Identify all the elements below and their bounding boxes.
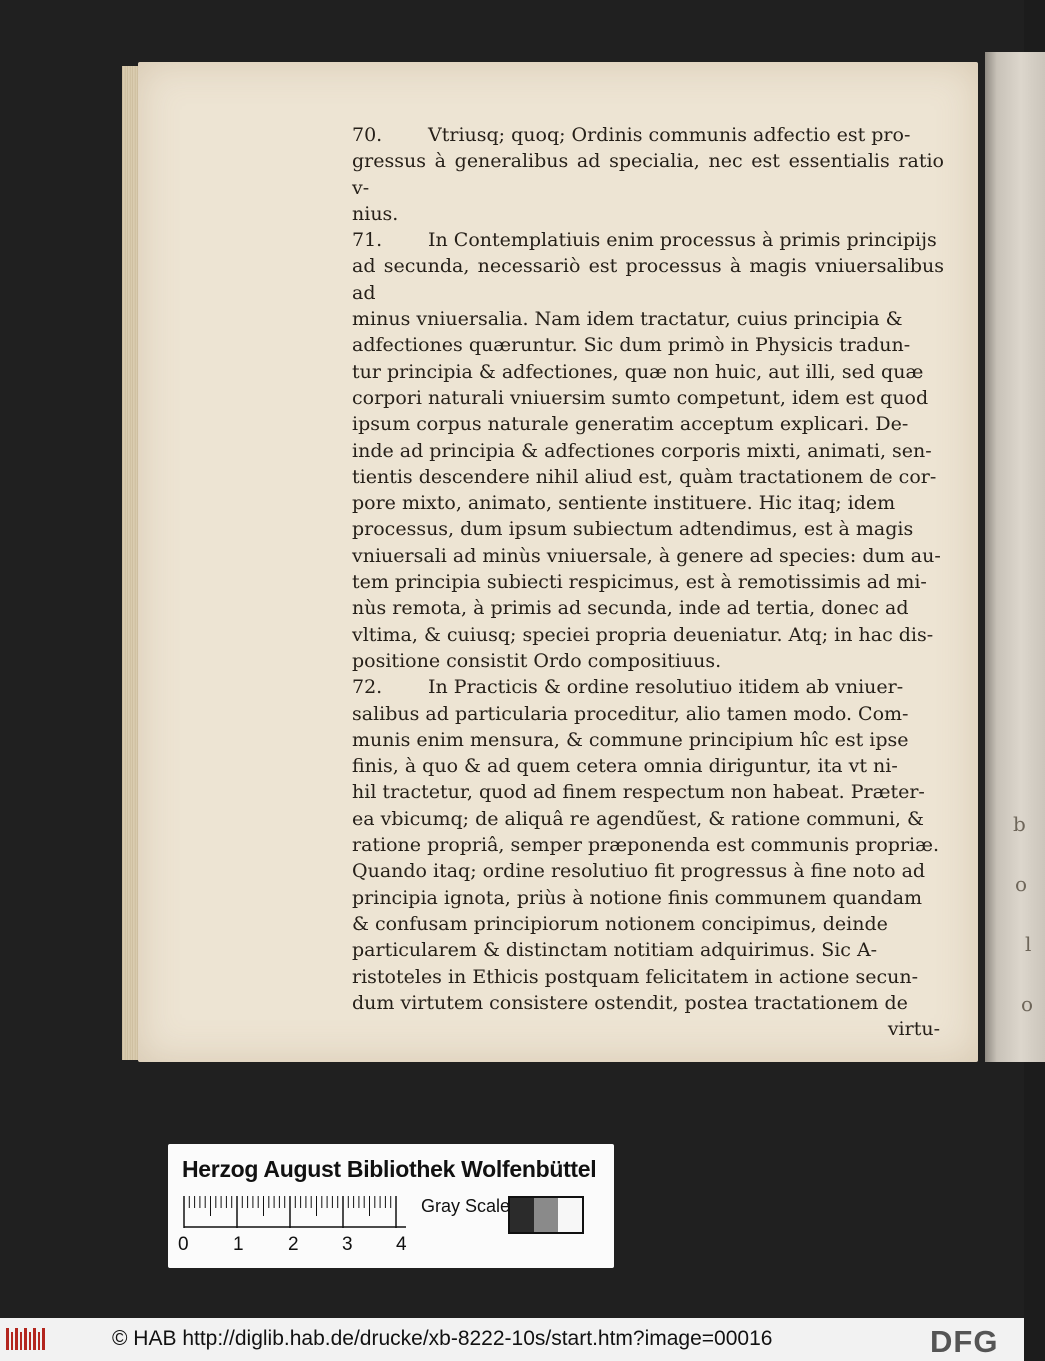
adjacent-page-letter: l: [1025, 932, 1032, 956]
library-name: Herzog August Bibliothek Wolfenbüttel: [182, 1156, 597, 1182]
hab-logo-icon: [6, 1326, 48, 1352]
catchword: virtu-: [887, 1018, 940, 1041]
text-line: 72. In Practicis & ordine resolutiuo itidem ab vniuer-: [352, 676, 903, 698]
page-text: [352, 122, 944, 1042]
gray-swatch-light: [558, 1198, 582, 1232]
text-line: tur principia & adfectiones, quæ non huic, aut illi, sed quæ: [352, 360, 924, 383]
adjacent-page-edge: [985, 52, 1045, 1062]
text-line: vniuersali ad minùs vniuersale, à genere ad species: dum au-: [352, 544, 941, 567]
text-line: principia ignota, priùs à notione finis communem quandam: [352, 886, 923, 909]
text-line: & confusam principiorum notionem concipimus, deinde: [352, 912, 888, 935]
text-line: ipsum corpus naturale generatim acceptum explicari. De-: [352, 413, 909, 436]
text-line: vltima, & cuiusq; speciei propria deueniatur. Atq; in hac dis-: [352, 623, 934, 646]
gray-swatch-dark: [510, 1198, 534, 1232]
gray-swatch-mid: [534, 1198, 558, 1232]
dfg-logo-text: DFG: [930, 1324, 999, 1359]
text-line: dum virtutem consistere ostendit, postea tractationem de: [352, 991, 908, 1014]
ruler-label: 2: [288, 1234, 299, 1255]
text-line: processus, dum ipsum subiectum adtendimus, est à magis: [352, 518, 914, 541]
text-line: ristoteles in Ethicis postquam felicitatem in actione secun-: [352, 965, 918, 988]
text-line: corpori naturali vniuersim sumto competunt, idem est quod: [352, 386, 929, 409]
text-line: hil tractetur, quod ad finem respectum non habeat. Præter-: [352, 781, 925, 804]
text-line: 70. Vtriusq; quoq; Ordinis communis adfectio est pro-: [352, 124, 910, 146]
ruler-scale: [184, 1196, 406, 1228]
text-line: ratione propriâ, semper præponenda est communis propriæ.: [352, 834, 940, 857]
paragraph-number: 70.: [352, 124, 383, 146]
text-line: nùs remota, à primis ad secunda, inde ad tertia, donec ad: [352, 597, 909, 620]
ruler-label: 4: [396, 1234, 407, 1255]
ruler-labels: [178, 1234, 418, 1258]
text-line: particularem & distinctam notitiam adquirimus. Sic A-: [352, 939, 878, 962]
copyright-url: © HAB http://diglib.hab.de/drucke/xb-8222-10s/start.htm?image=00016: [112, 1327, 773, 1350]
dfg-logo-icon: [930, 1324, 1020, 1359]
paragraph-70: [352, 122, 944, 227]
text-line: munis enim mensura, & commune principium hîc est ipse: [352, 728, 909, 751]
adjacent-page-letter: o: [1021, 992, 1034, 1016]
text-line: minus vniuersalia. Nam idem tractatur, cuius principia &: [352, 308, 903, 331]
ruler-label: 0: [178, 1234, 189, 1255]
text-line: adfectiones quæruntur. Sic dum primò in Physicis tradun-: [352, 334, 911, 357]
text-line: tientis descendere nihil aliud est, quàm tractationem de cor-: [352, 465, 937, 488]
ruler-label: 1: [233, 1234, 244, 1255]
text-line: pore mixto, animato, sentiente instituere. Hic itaq; idem: [352, 492, 896, 515]
paragraph-number: 72.: [352, 676, 383, 699]
text-line: ad secunda, necessariò est processus à magis vniuersalibus ad: [352, 255, 944, 304]
book-page: [138, 62, 978, 1062]
text-line: Quando itaq; ordine resolutiuo fit progressus à fine noto ad: [352, 860, 926, 883]
adjacent-page-letter: o: [1015, 872, 1028, 896]
gray-scale-label: Gray Scale: [421, 1196, 511, 1216]
text-line: inde ad principia & adfectiones corporis mixti, animati, sen-: [352, 439, 932, 462]
adjacent-page-letter: b: [1013, 812, 1026, 836]
ruler-label: 3: [342, 1234, 353, 1255]
text-line: positione consistit Ordo compositiuus.: [352, 649, 722, 672]
color-reference-card: [168, 1144, 614, 1268]
paragraph-72: [352, 674, 944, 1016]
paragraph-71: [352, 227, 944, 674]
text-line: salibus ad particularia proceditur, alio tamen modo. Com-: [352, 702, 909, 725]
gray-scale-swatches: [508, 1196, 584, 1234]
text-line: ea vbicumq; de aliquâ re agendũest, & ratione communi, &: [352, 807, 924, 830]
text-line: 71. In Contemplatiuis enim processus à primis principijs: [352, 229, 937, 251]
text-line: tem principia subiecti respicimus, est à remotissimis ad mi-: [352, 571, 927, 594]
footer-bar: [0, 1318, 1024, 1361]
paragraph-number: 71.: [352, 229, 383, 252]
text-line: gressus à generalibus ad specialia, nec est essentialis ratio v-: [352, 150, 944, 199]
text-line: finis, à quo & ad quem cetera omnia diriguntur, ita vt ni-: [352, 755, 898, 778]
text-line: nius.: [352, 202, 399, 225]
